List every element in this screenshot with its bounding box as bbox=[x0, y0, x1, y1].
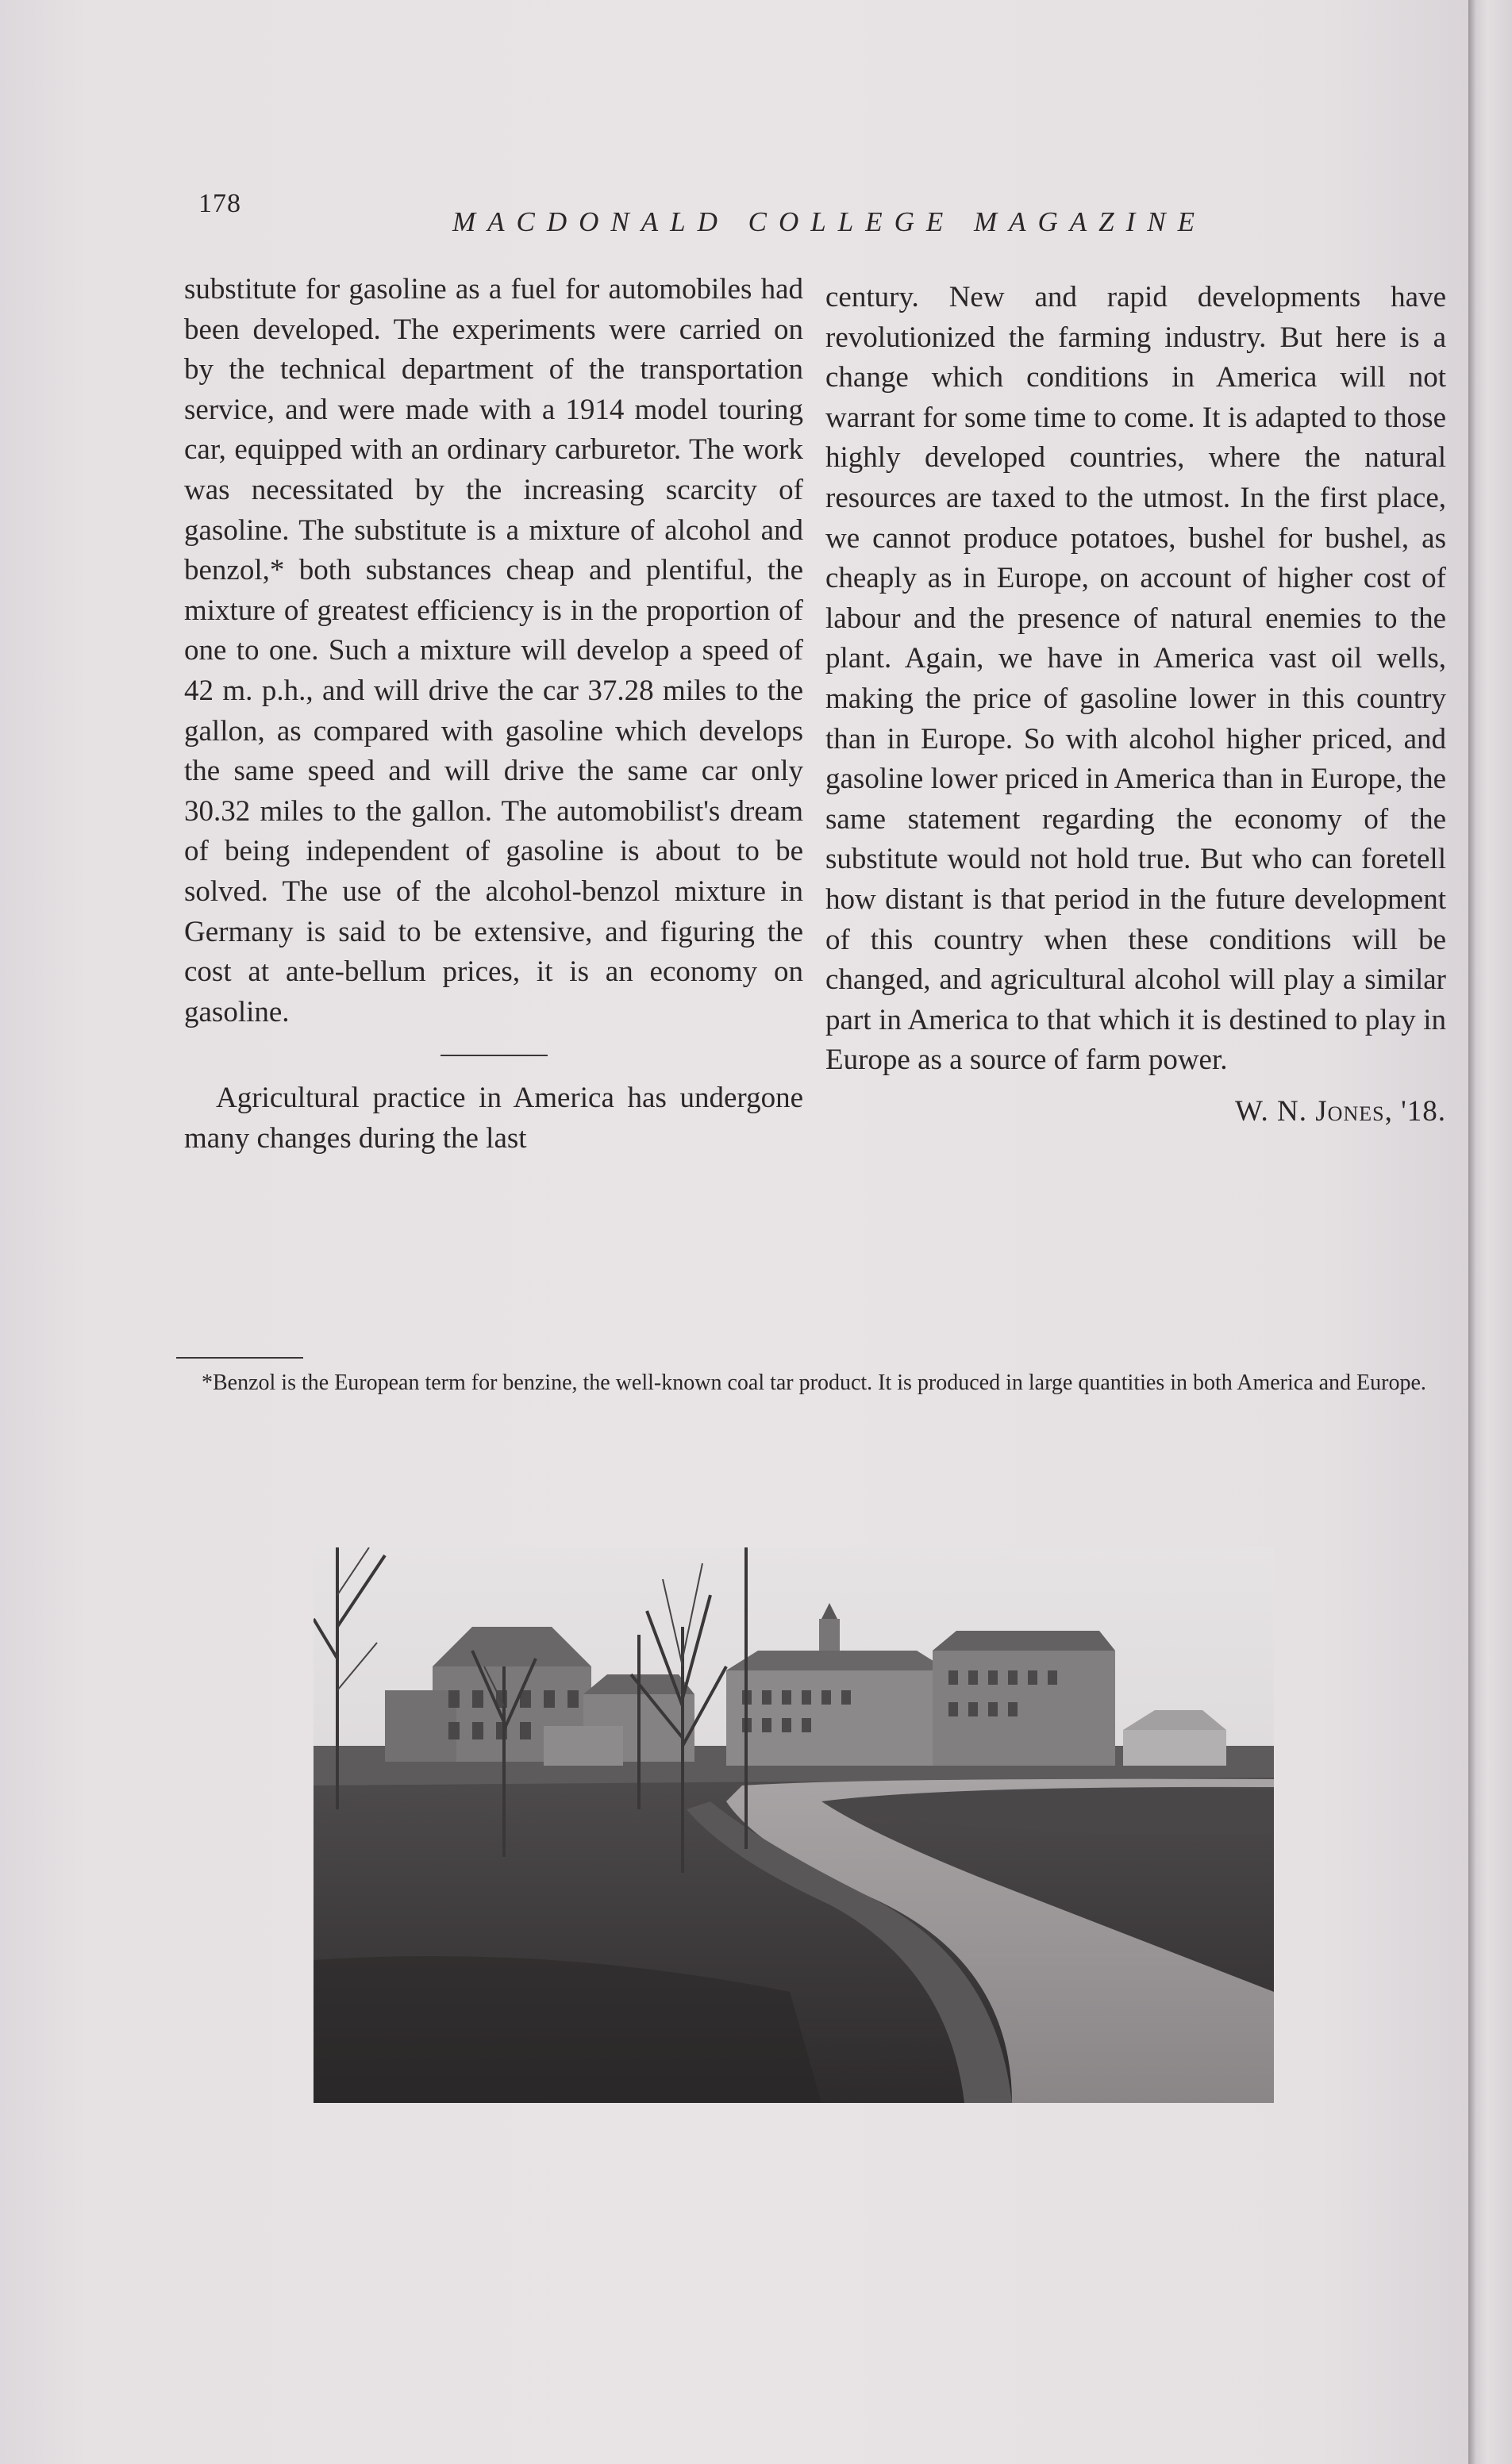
signature-year: , '18. bbox=[1384, 1094, 1446, 1128]
footnote-divider bbox=[176, 1357, 303, 1359]
page-header bbox=[198, 189, 1230, 236]
article-paragraph: substitute for gasoline as a fuel for automobiles had been developed. The experiments were carried on by the technical department of the transportation service, and were made with a 1914 model touring car, equipped with an ordinary carburetor. The work was necessitated by the increasing scarcity of gasoline. The substitute is a mixture of alcohol and benzol,* both substances cheap and plentiful, the mixture of greatest efficiency is in the proportion of one to one. Such a mixture will develop a speed of 42 m. p.h., and will drive the car 37.28 miles to the gallon, as compared with gasoline which develops the same speed and will drive the same car only 30.32 miles to the gallon. The automobilist's dream of being independent of gasoline is about to be solved. The use of the alcohol-benzol mixture in Germany is said to be extensive, and figuring the cost at ante-bellum prices, it is an economy on gasoline. bbox=[184, 273, 803, 1028]
article-paragraph: century. New and rapid developments have revolutionized the farming industry. But here is a change which conditions in America will not warrant for some time to come. It is adapted to those highly developed countries, where the natural resources are taxed to the utmost. In the first place, we cannot produce potatoes, bushel for bushel, as cheaply as in Europe, on account of higher cost of labour and the presence of natural enemies to the plant. Again, we have in America vast oil wells, making the price of gasoline lower in this country than in Europe. So with alcohol higher priced, and gasoline lower priced in America than in Europe, the same statement regarding the economy of the substitute would not hold true. But who can foretell how distant is that period in the future development of this country when these conditions will be changed, and agricultural alcohol will play a similar part in America to that which it is destined to play in Europe as a source of farm power. bbox=[825, 281, 1446, 1077]
campus-buildings-photo bbox=[314, 1547, 1274, 2103]
footnote bbox=[173, 1371, 1427, 1395]
right-column bbox=[825, 278, 1446, 1132]
running-title: MACDONALD COLLEGE MAGAZINE bbox=[452, 206, 1207, 237]
signature-initials: W. N. bbox=[1235, 1094, 1316, 1128]
signature-surname: Jones bbox=[1315, 1094, 1385, 1128]
section-divider bbox=[441, 1055, 548, 1056]
author-signature bbox=[825, 1092, 1446, 1132]
footnote-text: *Benzol is the European term for benzine, the well-known coal tar product. It is produced in large quantities in both America and Europe. bbox=[202, 1370, 1426, 1395]
page-edge bbox=[1468, 0, 1512, 2464]
left-column bbox=[184, 270, 803, 1159]
page-number: 178 bbox=[198, 189, 241, 218]
article-paragraph: Agricultural practice in America has undergone many changes during the last bbox=[184, 1082, 803, 1155]
